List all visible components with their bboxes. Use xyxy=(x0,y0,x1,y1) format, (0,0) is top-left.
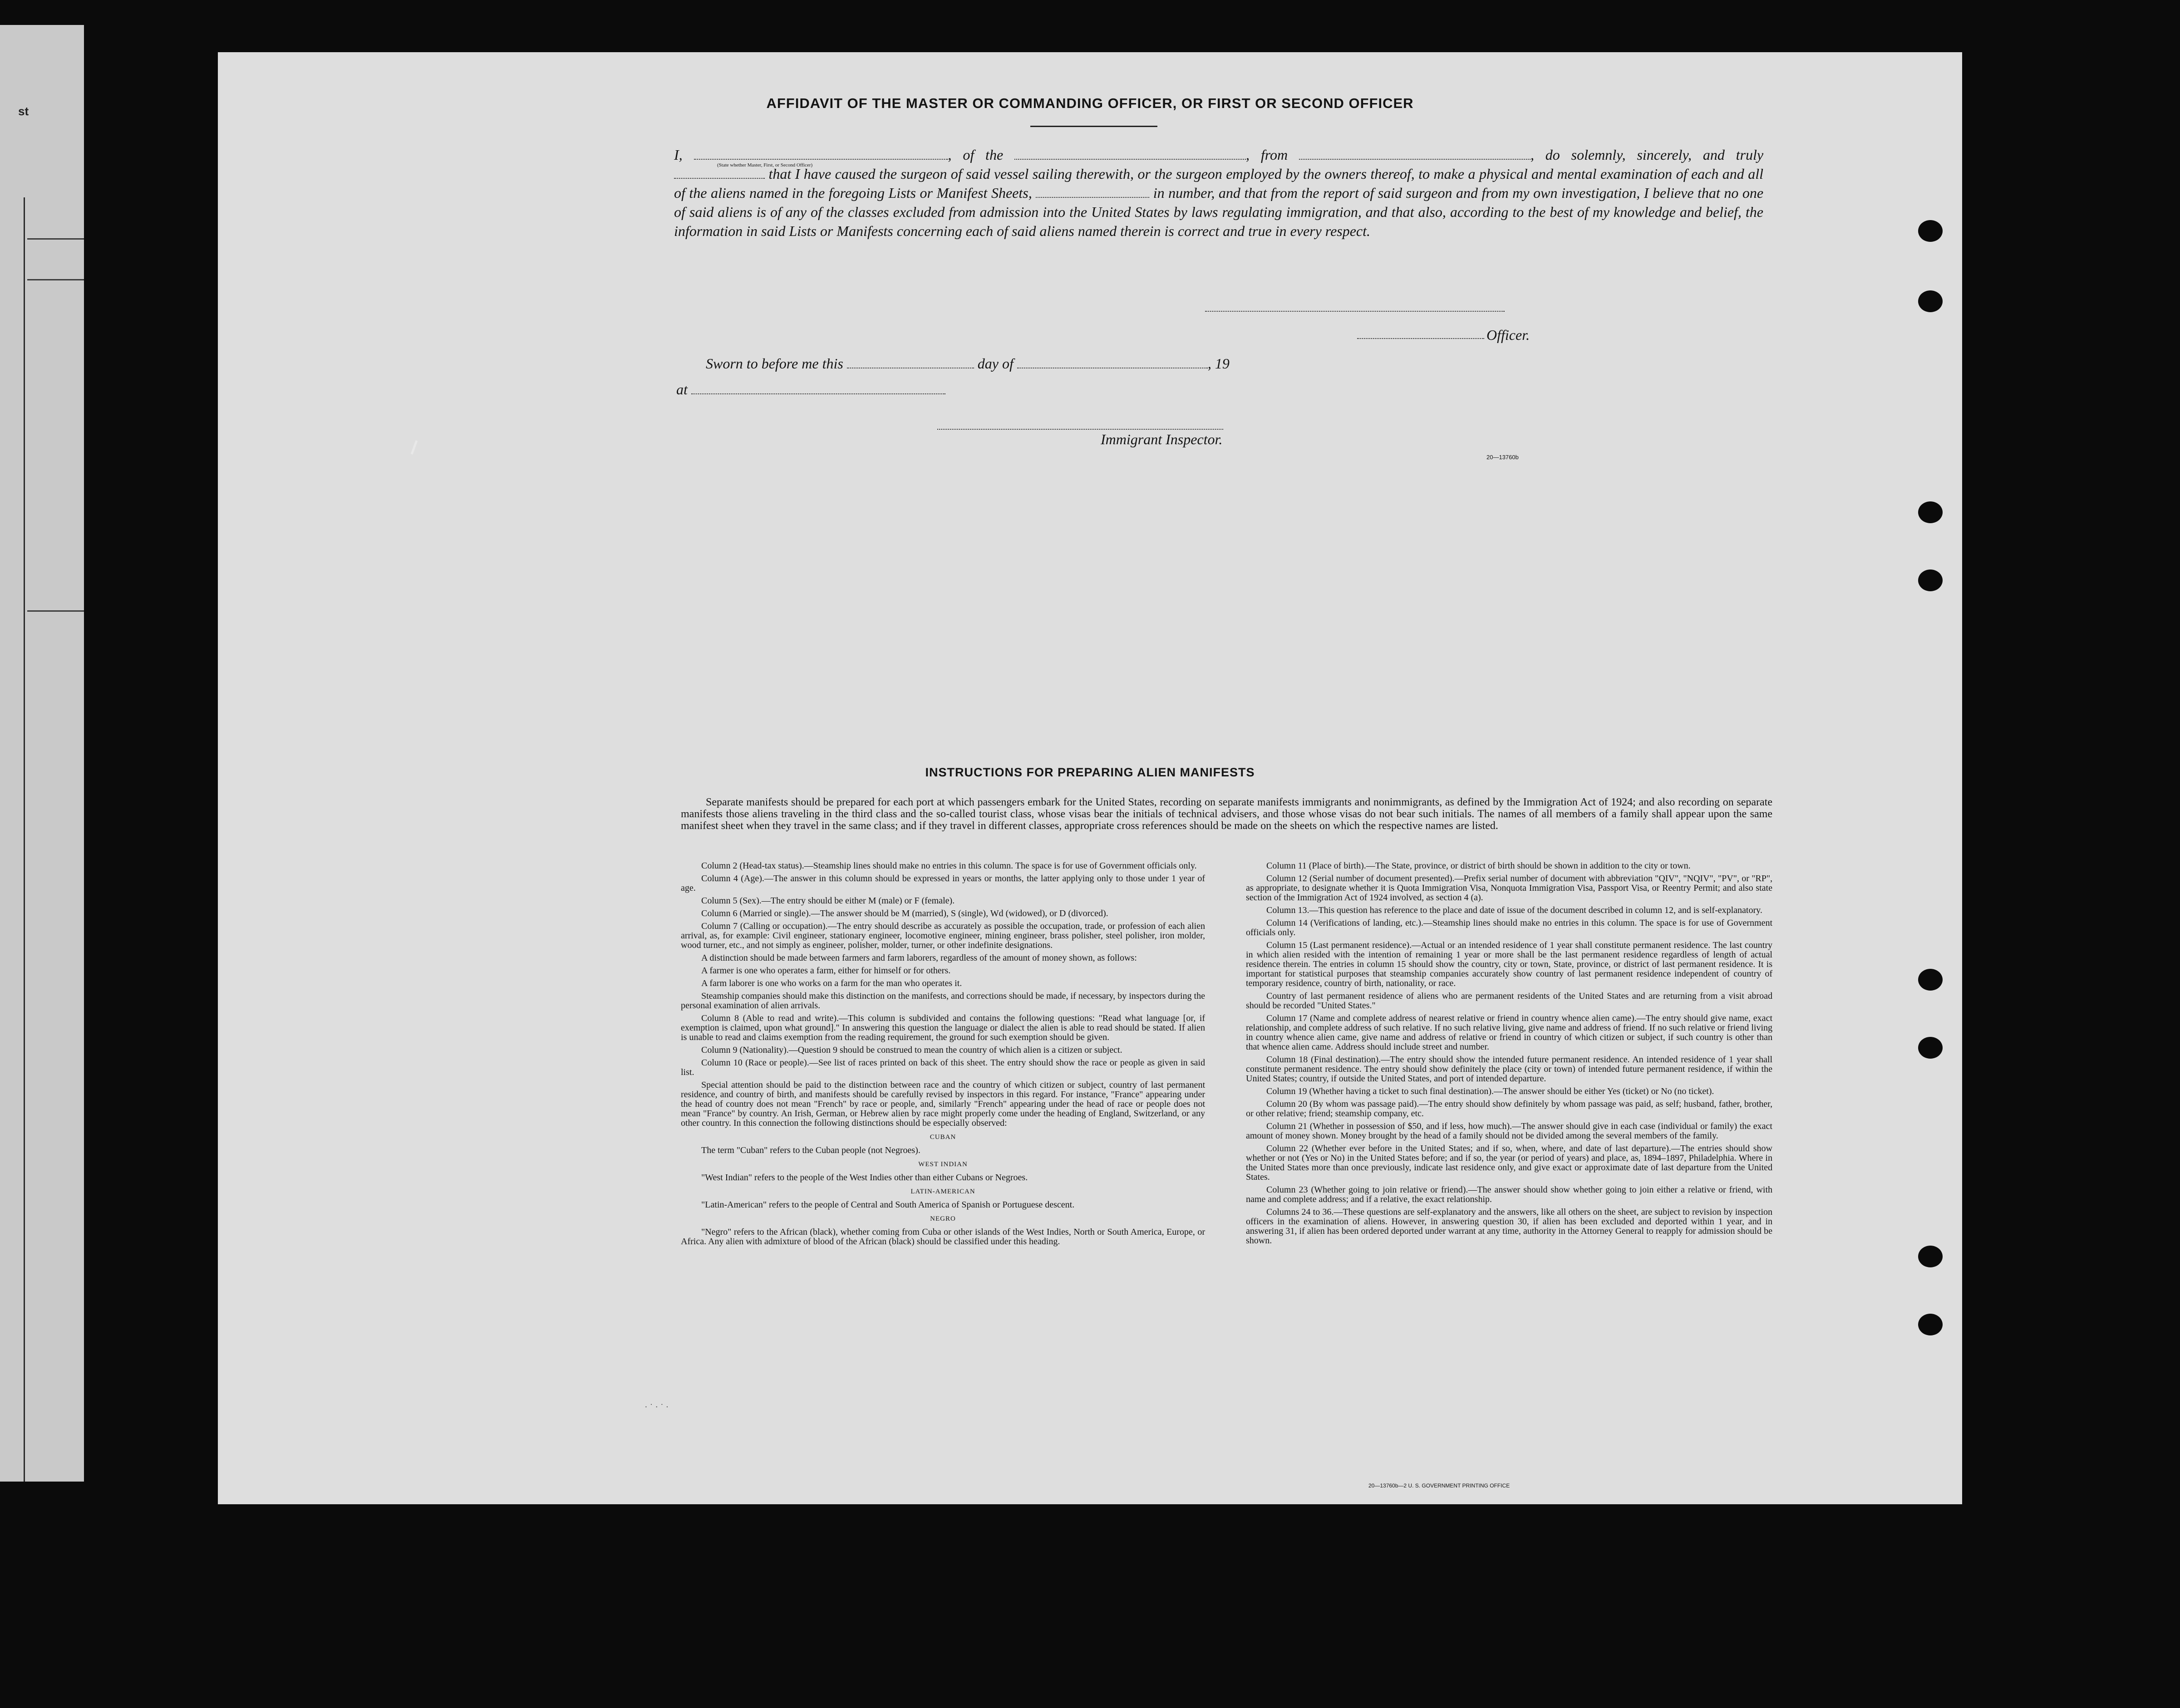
manifest-sheet xyxy=(218,52,1962,1504)
instruction-paragraph: Column 20 (By whom was passage paid).—The entry should show definitely by whom passage was paid, as self; husband, father, brother, or other relative; friend; steamship company, etc. xyxy=(1246,1099,1772,1119)
previous-page-text: st xyxy=(18,104,29,118)
vessel-name-field[interactable] xyxy=(1014,147,1246,160)
affidavit-text: , do xyxy=(1530,147,1560,163)
sworn-month-field[interactable] xyxy=(1017,356,1208,368)
officer-label: Officer. xyxy=(1486,327,1530,343)
instruction-paragraph: "Latin-American" refers to the people of Central and South America of Spanish or Portuguese descent. xyxy=(701,1200,1075,1210)
instruction-paragraph: Steamship companies should make this distinction on the manifests, and corrections should be made, if necessary, by inspectors during the personal examination of alien arrivals. xyxy=(681,991,1205,1011)
affidavit-text: that I have caused the surgeon of said vessel sailing therewith, or the surgeon employed by the owners thereof, to make a physical and mental examination of each and all of the aliens named in the foregoing Lists or Manifest Sheets, xyxy=(674,166,1764,201)
instruction-paragraph: Column 7 (Calling or occupation).—The entry should describe as accurately as possible the occupation, trade, or profession of each alien arrival, as, for example: Civil engineer, stationary engineer, locomotive engineer, mining engineer, brass polisher, steel polisher, iron molder, wood turner, etc., and not simply as engineer, polisher, molder, turner, or other indefinite designations. xyxy=(681,921,1205,950)
punch-hole xyxy=(1918,1037,1943,1059)
oath-field[interactable] xyxy=(674,166,765,179)
affidavit-text: day of xyxy=(977,355,1014,372)
punch-hole xyxy=(1918,1246,1943,1267)
instruction-paragraph: Column 17 (Name and complete address of nearest relative or friend in country whence alien came).—The entry should give name, exact relationship, and complete address of such relative. If no such relative living, give name and address of friend. If no such relative or friend living in country whence alien came, give name and address of relative or friend in country of which citizen or subject, if such country is other than that whence alien came. Address should include street and number. xyxy=(1246,1013,1772,1052)
ink-specks: · ˙ · ˙ · xyxy=(645,1402,669,1412)
small-note: (State whether Master, First, or Second Officer) xyxy=(717,162,813,168)
affidavit-title: AFFIDAVIT OF THE MASTER OR COMMANDING OFFICER, OR FIRST OR SECOND OFFICER xyxy=(766,95,1414,111)
instruction-paragraph: Column 21 (Whether in possession of $50, and if less, how much).—The answer should give in each case (individual or family) the exact amount of money shown. Money brought by the head of a family should not be divided among the several members of the family. xyxy=(1246,1121,1772,1141)
table-rule xyxy=(27,610,84,612)
instruction-paragraph: Column 13.—This question has reference to the place and date of issue of the document described in column 12, and is self-explanatory. xyxy=(1266,905,1762,915)
instruction-paragraph: Column 14 (Verifications of landing, etc.).—Steamship lines should make no entries in this column. The space is for use of Government officials only. xyxy=(1246,918,1772,937)
instruction-paragraph: A farmer is one who operates a farm, either for himself or for others. xyxy=(701,966,951,976)
punch-hole xyxy=(1918,290,1943,312)
affidavit-text: in number, and that from the report of said surgeon and from my own investigation, I believe that no one of said aliens is of any of the classes excluded from admission into the United States by laws regulating immigration, and that also, according to the best of my knowledge and belief, the information in said Lists or Manifests concerning each of said aliens named therein is correct and true in every respect. xyxy=(674,185,1764,239)
instruction-paragraph: "West Indian" refers to the people of the West Indies other than either Cubans or Negroes. xyxy=(701,1173,1028,1183)
form-number: 20—13760b xyxy=(1486,454,1519,461)
affidavit-text: I, xyxy=(674,147,683,163)
instruction-paragraph: Column 22 (Whether ever before in the United States; and if so, when, where, and date of last departure).—The entries should show whether or not (Yes or No) in the United States before; and if so, the year (or period of years) and place, as, 1894–1897, Philadelphia. Where in the United States more than once previously, indicate last residence only, and give exact or approximate date of last departure from the United States. xyxy=(1246,1144,1772,1182)
instruction-paragraph: Column 23 (Whether going to join relative or friend).—The answer should show whether going to join either a relative or friend, with name and complete address; and if a relative, the exact relationship. xyxy=(1246,1185,1772,1204)
table-rule xyxy=(24,197,25,1482)
title-underline xyxy=(1030,126,1157,127)
instruction-paragraph: Column 6 (Married or single).—The answer should be M (married), S (single), Wd (widowed), or D (divorced). xyxy=(701,908,1108,918)
instructions-intro: Separate manifests should be prepared for each port at which passengers embark for the United States, recording on separate manifests immigrants and nonimmigrants, as defined by the Immigration Act of 1924; and also recording on separate manifests those aliens traveling in the third class and the so-called tourist class, whose visas bear the initials of technical advisers, and those whose visas do not bear such initials. The names of all members of a family shall appear upon the same manifest sheet when they travel in the same class; and if they travel in different classes, appropriate cross references should be made on the sheets on which the respective names are listed. xyxy=(681,796,1772,832)
signature-line[interactable] xyxy=(1205,311,1505,312)
affidavit-text: solemnly, sincerely, and truly xyxy=(1571,147,1764,163)
affidavit-text: at xyxy=(676,381,688,398)
instructions-title: INSTRUCTIONS FOR PREPARING ALIEN MANIFESTS xyxy=(925,766,1255,779)
officer-rank-field[interactable] xyxy=(694,147,948,160)
instruction-paragraph: Special attention should be paid to the distinction between race and the country of which citizen or subject, country of last permanent residence, and country of birth, and manifests should be carefully revised by inspectors in this regard. For instance, "France" appearing under the head of country does not mean "French" by race or people, and, similarly "French" appearing under the head of race or people does not mean "France" by country. An Irish, German, or Hebrew alien by race might properly come under the heading of England, Switzerland, or any other country. In this connection the following distinctions should be especially observed: xyxy=(681,1080,1205,1128)
instruction-paragraph: Column 18 (Final destination).—The entry should show the intended future permanent residence. An intended residence of 1 year shall constitute permanent residence. The entry should show definitely the place (city or town) of intended future permanent residence, if within the United States; country, if outside the United States, and port of intended departure. xyxy=(1246,1055,1772,1084)
section-heading: LATIN-AMERICAN xyxy=(910,1188,975,1195)
instruction-paragraph: A distinction should be made between farmers and farm laborers, regardless of the amount of money shown, as follows: xyxy=(701,953,1137,963)
printing-office-footer: 20—13760b—2 U. S. GOVERNMENT PRINTING OFFICE xyxy=(1368,1482,1510,1489)
affidavit-body xyxy=(674,145,1763,240)
inspector-label: Immigrant Inspector. xyxy=(1101,431,1223,447)
punch-hole xyxy=(1918,220,1943,242)
section-heading: NEGRO xyxy=(930,1215,956,1222)
instruction-paragraph: Column 8 (Able to read and write).—This column is subdivided and contains the following questions: "Read what language [or, if exemption is claimed, upon what ground]." In answering this question the language or dialect the alien is able to read should be stated. If alien is unable to read and claims exemption from the reading requirement, the ground for such exemption should be given. xyxy=(681,1013,1205,1042)
instruction-paragraph: Column 2 (Head-tax status).—Steamship lines should make no entries in this column. The space is for use of Government officials only. xyxy=(701,861,1197,871)
port-field[interactable] xyxy=(1299,147,1530,160)
instructions-right-column xyxy=(1246,861,1772,1249)
affidavit-text: , from xyxy=(1246,147,1288,163)
instruction-paragraph: Column 4 (Age).—The answer in this column should be expressed in years or months, the latter applying only to those under 1 year of age. xyxy=(681,874,1205,893)
officer-signature-line[interactable] xyxy=(1357,338,1484,339)
instruction-paragraph: Column 10 (Race or people).—See list of races printed on back of this sheet. The entry should show the race or people as given in said list. xyxy=(681,1058,1205,1077)
at-line xyxy=(676,381,945,398)
place-field[interactable] xyxy=(691,382,945,394)
punch-hole xyxy=(1918,969,1943,991)
affidavit-text: Sworn to before me this xyxy=(706,355,843,372)
instruction-paragraph: Column 11 (Place of birth).—The State, province, or district of birth should be shown in addition to the city or town. xyxy=(1266,861,1691,871)
instruction-paragraph: Column 15 (Last permanent residence).—Actual or an intended residence of 1 year shall constitute permanent residence. The last country in which alien resided with the intention of remaining 1 year or more shall be the last permanent residence regardless of length of actual residence therein. The entries in column 15 should show the country, city or town, State, province, or district of last permanent residence. It is important for statistical purposes that steamship companies accurately show country of last permanent residence independent of country of temporary residence, country of birth, nationality, or race. xyxy=(1246,940,1772,988)
affidavit-text: , of the xyxy=(948,147,1004,163)
instruction-paragraph: Columns 24 to 36.—These questions are self-explanatory and the answers, like all others on the sheet, are subject to revision by inspection officers in the examination of aliens. However, in answering question 30, if alien has been excluded and deported within 1 year, and in answering 31, if alien has been ordered deported under warrant at any time, authority in the Attorney General to reapply for admission should be shown. xyxy=(1246,1207,1772,1246)
inspector-signature-line[interactable] xyxy=(937,429,1223,430)
sworn-line xyxy=(706,355,1230,372)
instruction-paragraph: A farm laborer is one who works on a farm for the man who operates it. xyxy=(701,978,962,988)
instruction-paragraph: Column 5 (Sex).—The entry should be either M (male) or F (female). xyxy=(701,896,955,906)
section-heading: CUBAN xyxy=(930,1134,956,1141)
punch-hole xyxy=(1918,569,1943,591)
sworn-day-field[interactable] xyxy=(847,356,974,368)
scratch-mark xyxy=(411,440,418,455)
section-heading: WEST INDIAN xyxy=(918,1161,968,1168)
instruction-paragraph: Column 9 (Nationality).—Question 9 should be construed to mean the country of which alien is a citizen or subject. xyxy=(701,1045,1122,1055)
table-rule xyxy=(27,238,84,240)
sheet-count-field[interactable] xyxy=(1036,185,1149,198)
instruction-paragraph: "Negro" refers to the African (black), whether coming from Cuba or other islands of the West Indies, North or South America, Europe, or Africa. Any alien with admixture of blood of the African (black) should be classified under this heading. xyxy=(681,1227,1205,1247)
instruction-paragraph: Country of last permanent residence of aliens who are permanent residents of the United States and are returning from a visit abroad should be recorded "United States." xyxy=(1246,991,1772,1011)
punch-hole xyxy=(1918,1314,1943,1335)
previous-page-fragment xyxy=(0,25,84,1482)
instruction-paragraph: Column 19 (Whether having a ticket to such final destination).—The answer should be either Yes (ticket) or No (no ticket). xyxy=(1266,1086,1714,1096)
punch-hole xyxy=(1918,501,1943,523)
instruction-paragraph: Column 12 (Serial number of document presented).—Prefix serial number of document with abbreviation "QIV", "NQIV", "PV", or "RP", as appropriate, to designate whether it is Quota Immigration Visa, Nonquota Immigration Visa, Passport Visa, or Reentry Permit; and also state section of the Immigration Act of 1924 involved, as section 4 (a). xyxy=(1246,874,1772,903)
affidavit-text: , 19 xyxy=(1207,355,1230,372)
instruction-paragraph: The term "Cuban" refers to the Cuban people (not Negroes). xyxy=(701,1145,920,1155)
instructions-left-column xyxy=(681,861,1205,1250)
table-rule xyxy=(27,279,84,280)
